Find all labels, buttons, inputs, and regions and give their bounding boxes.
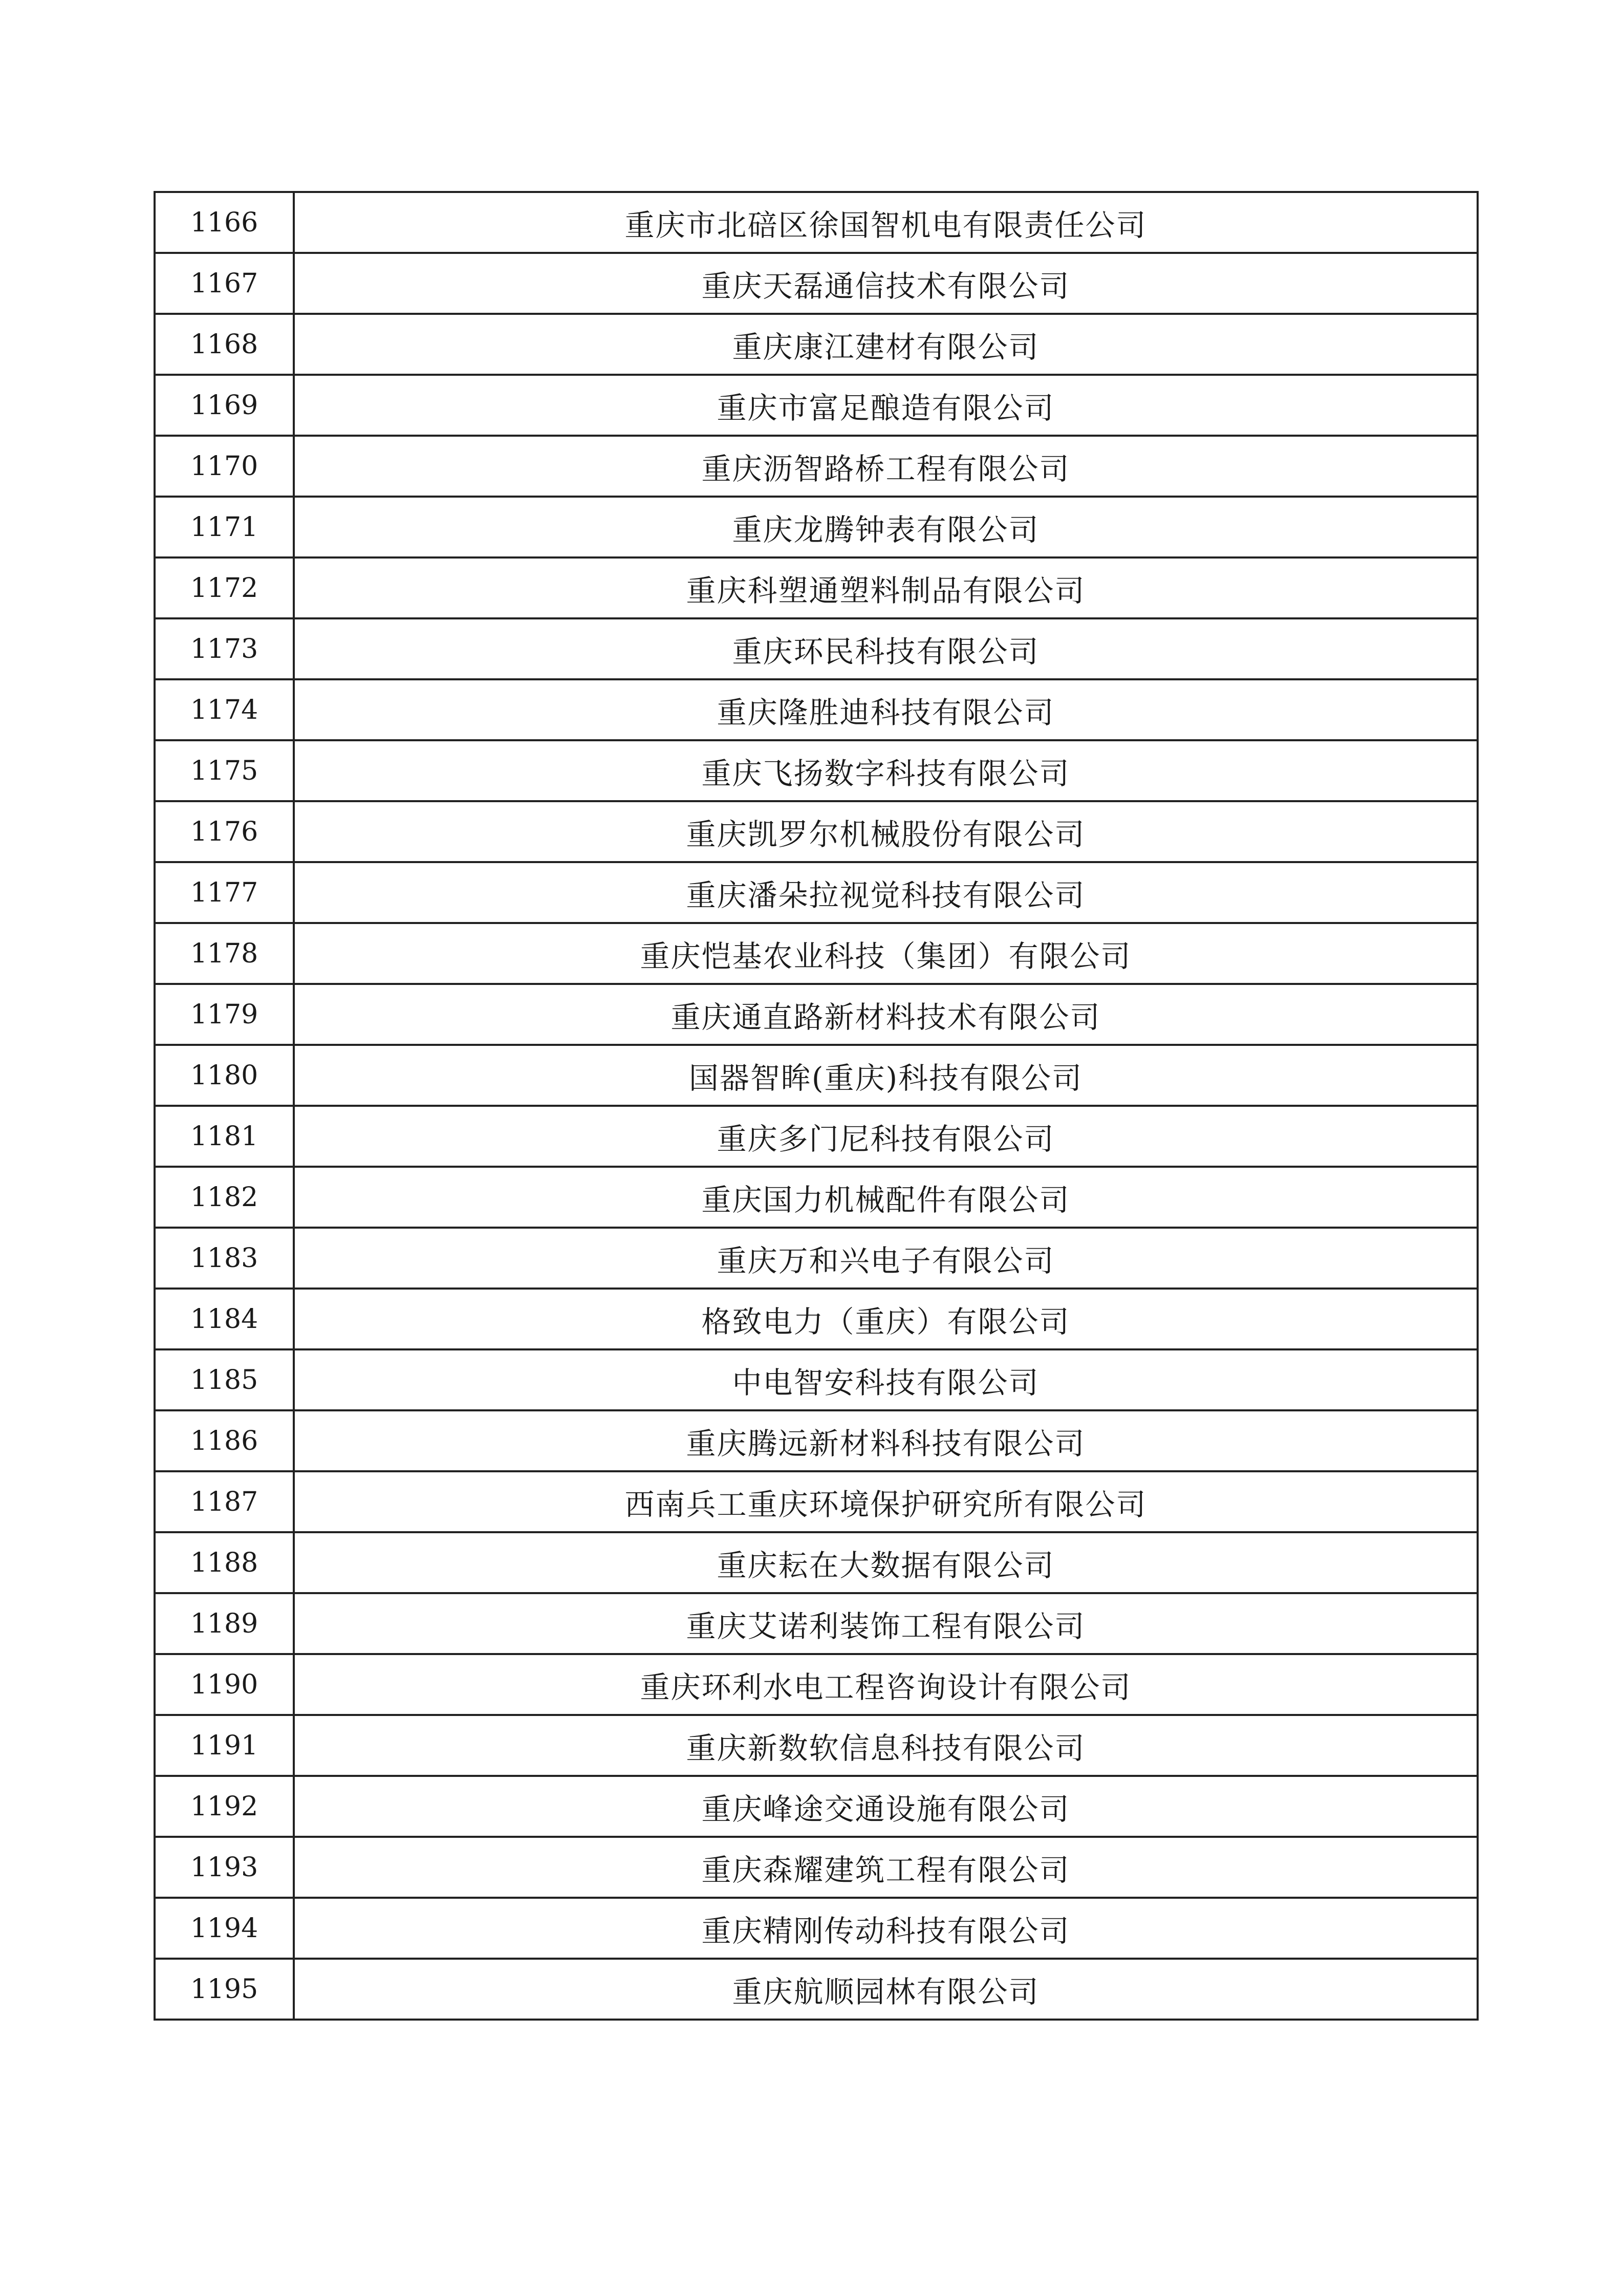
table-row — [155, 1532, 1478, 1593]
row-number-cell: 1183 — [155, 1228, 294, 1289]
table-row — [155, 618, 1478, 679]
table-row — [155, 436, 1478, 497]
company-list-table — [154, 191, 1479, 2021]
company-name-cell: 重庆龙腾钟表有限公司 — [294, 497, 1478, 557]
company-name-cell: 重庆康江建材有限公司 — [294, 314, 1478, 375]
table-row — [155, 1593, 1478, 1654]
company-name-cell: 重庆精刚传动科技有限公司 — [294, 1898, 1478, 1959]
row-number-cell: 1166 — [155, 192, 294, 253]
table-row — [155, 1654, 1478, 1715]
table-row — [155, 314, 1478, 375]
row-number-cell: 1171 — [155, 497, 294, 557]
company-name-cell: 重庆天磊通信技术有限公司 — [294, 253, 1478, 314]
company-name-cell: 重庆科塑通塑料制品有限公司 — [294, 557, 1478, 618]
row-number-cell: 1190 — [155, 1654, 294, 1715]
row-number-cell: 1193 — [155, 1837, 294, 1898]
table-row — [155, 557, 1478, 618]
company-name-cell: 重庆新数软信息科技有限公司 — [294, 1715, 1478, 1776]
row-number-cell: 1172 — [155, 557, 294, 618]
table-row — [155, 801, 1478, 862]
row-number-cell: 1168 — [155, 314, 294, 375]
company-name-cell: 重庆通直路新材料技术有限公司 — [294, 984, 1478, 1045]
company-name-cell: 重庆潘朵拉视觉科技有限公司 — [294, 862, 1478, 923]
row-number-cell: 1179 — [155, 984, 294, 1045]
company-name-cell: 重庆恺基农业科技（集团）有限公司 — [294, 923, 1478, 984]
table-row — [155, 253, 1478, 314]
row-number-cell: 1186 — [155, 1410, 294, 1471]
company-name-cell: 重庆艾诺利装饰工程有限公司 — [294, 1593, 1478, 1654]
row-number-cell: 1177 — [155, 862, 294, 923]
company-name-cell: 重庆飞扬数字科技有限公司 — [294, 740, 1478, 801]
row-number-cell: 1185 — [155, 1349, 294, 1410]
table-row — [155, 1289, 1478, 1349]
row-number-cell: 1195 — [155, 1959, 294, 2020]
company-name-cell: 重庆航顺园林有限公司 — [294, 1959, 1478, 2020]
table-row — [155, 1959, 1478, 2020]
company-name-cell: 重庆森耀建筑工程有限公司 — [294, 1837, 1478, 1898]
table-row — [155, 740, 1478, 801]
company-name-cell: 重庆耘在大数据有限公司 — [294, 1532, 1478, 1593]
table-row — [155, 1471, 1478, 1532]
table-row — [155, 1106, 1478, 1167]
row-number-cell: 1167 — [155, 253, 294, 314]
row-number-cell: 1192 — [155, 1776, 294, 1837]
company-name-cell: 格致电力（重庆）有限公司 — [294, 1289, 1478, 1349]
table-row — [155, 1898, 1478, 1959]
table-row — [155, 1715, 1478, 1776]
table-row — [155, 984, 1478, 1045]
row-number-cell: 1187 — [155, 1471, 294, 1532]
row-number-cell: 1184 — [155, 1289, 294, 1349]
table-row — [155, 497, 1478, 557]
company-name-cell: 重庆万和兴电子有限公司 — [294, 1228, 1478, 1289]
company-name-cell: 重庆沥智路桥工程有限公司 — [294, 436, 1478, 497]
company-name-cell: 重庆凯罗尔机械股份有限公司 — [294, 801, 1478, 862]
company-name-cell: 中电智安科技有限公司 — [294, 1349, 1478, 1410]
table-row — [155, 1837, 1478, 1898]
company-name-cell: 西南兵工重庆环境保护研究所有限公司 — [294, 1471, 1478, 1532]
table-row — [155, 1349, 1478, 1410]
table-row — [155, 375, 1478, 436]
row-number-cell: 1169 — [155, 375, 294, 436]
row-number-cell: 1175 — [155, 740, 294, 801]
row-number-cell: 1170 — [155, 436, 294, 497]
row-number-cell: 1173 — [155, 618, 294, 679]
company-name-cell: 重庆环民科技有限公司 — [294, 618, 1478, 679]
row-number-cell: 1188 — [155, 1532, 294, 1593]
table-row — [155, 1228, 1478, 1289]
table-row — [155, 1410, 1478, 1471]
company-name-cell: 重庆多门尼科技有限公司 — [294, 1106, 1478, 1167]
company-name-cell: 重庆腾远新材料科技有限公司 — [294, 1410, 1478, 1471]
company-name-cell: 重庆市富足酿造有限公司 — [294, 375, 1478, 436]
row-number-cell: 1182 — [155, 1167, 294, 1228]
company-name-cell: 重庆峰途交通设施有限公司 — [294, 1776, 1478, 1837]
row-number-cell: 1181 — [155, 1106, 294, 1167]
table-row — [155, 679, 1478, 740]
row-number-cell: 1178 — [155, 923, 294, 984]
company-name-cell: 重庆环利水电工程咨询设计有限公司 — [294, 1654, 1478, 1715]
table-row — [155, 1167, 1478, 1228]
row-number-cell: 1194 — [155, 1898, 294, 1959]
company-name-cell: 重庆隆胜迪科技有限公司 — [294, 679, 1478, 740]
row-number-cell: 1191 — [155, 1715, 294, 1776]
row-number-cell: 1180 — [155, 1045, 294, 1106]
table-row — [155, 1045, 1478, 1106]
table-body — [155, 192, 1478, 2020]
table-row — [155, 192, 1478, 253]
company-name-cell: 国器智眸(重庆)科技有限公司 — [294, 1045, 1478, 1106]
company-name-cell: 重庆市北碚区徐国智机电有限责任公司 — [294, 192, 1478, 253]
table-row — [155, 862, 1478, 923]
row-number-cell: 1189 — [155, 1593, 294, 1654]
table-row — [155, 1776, 1478, 1837]
company-name-cell: 重庆国力机械配件有限公司 — [294, 1167, 1478, 1228]
table-row — [155, 923, 1478, 984]
row-number-cell: 1174 — [155, 679, 294, 740]
row-number-cell: 1176 — [155, 801, 294, 862]
